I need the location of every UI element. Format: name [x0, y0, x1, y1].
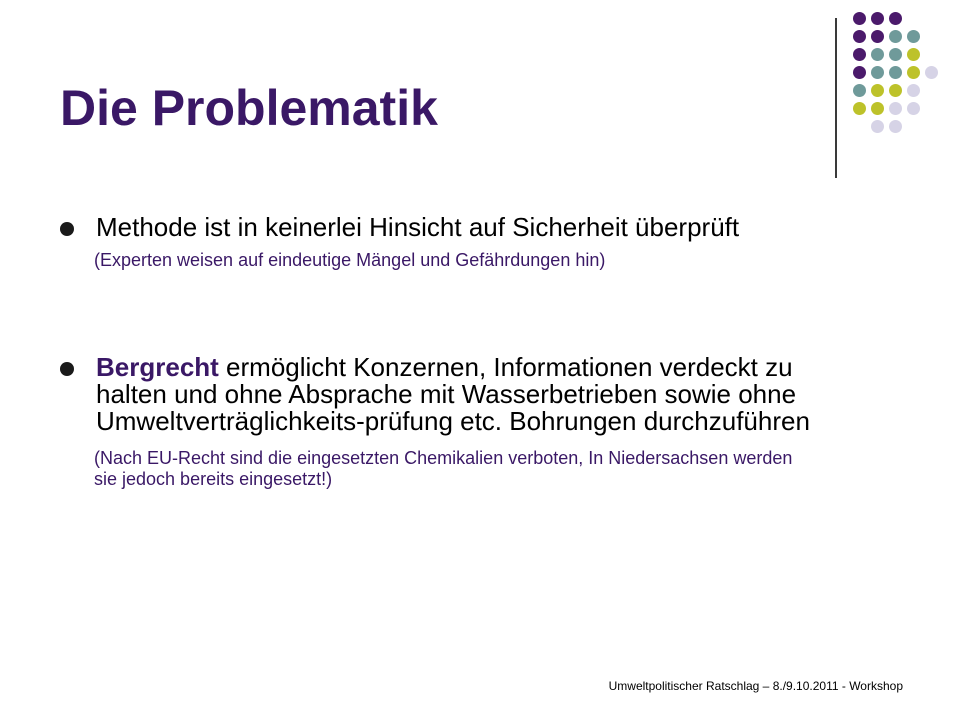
decorative-dot-icon	[907, 30, 920, 43]
decorative-dot-icon	[871, 30, 884, 43]
decorative-dot-icon	[871, 102, 884, 115]
decorative-dot-icon	[907, 66, 920, 79]
bullet-text	[96, 354, 860, 435]
decorative-dot-icon	[925, 66, 938, 79]
footer-text: Umweltpolitischer Ratschlag – 8./9.10.2011 - Workshop	[608, 679, 903, 693]
bullet-dot-icon	[60, 222, 74, 236]
decorative-dot-icon	[871, 66, 884, 79]
bullet-subtext: (Experten weisen auf eindeutige Mängel und Gefährdungen hin)	[94, 250, 606, 270]
decorative-dot-icon	[889, 30, 902, 43]
bullet-dot-icon	[60, 362, 74, 376]
decorative-dot-icon	[907, 102, 920, 115]
decorative-dot-icon	[853, 48, 866, 61]
decorative-dot-icon	[853, 102, 866, 115]
decorative-dot-icon	[871, 48, 884, 61]
decorative-dot-icon	[889, 66, 902, 79]
decorative-dot-icon	[853, 30, 866, 43]
decorative-dot-icon	[871, 12, 884, 25]
bullet-item-1	[60, 214, 860, 271]
decorative-dot-icon	[889, 120, 902, 133]
decorative-dot-icon	[889, 102, 902, 115]
decorative-dot-icon	[853, 12, 866, 25]
bullet-item-2	[60, 354, 860, 490]
bullet-highlight-term: Bergrecht	[96, 352, 219, 382]
decorative-dot-icon	[871, 84, 884, 97]
decorative-dot-icon	[853, 84, 866, 97]
decorative-dot-icon	[889, 84, 902, 97]
decorative-dot-icon	[907, 84, 920, 97]
bullet-body: ermöglicht Konzernen, Informationen verdeckt zu halten und ohne Absprache mit Wasserbetrieben sowie ohne Umweltverträglichkeits-prüfung etc. Bohrungen durchzuführen	[96, 352, 810, 436]
slide-title: Die Problematik	[60, 80, 438, 136]
decorative-dot-icon	[853, 66, 866, 79]
decorative-dot-icon	[889, 12, 902, 25]
decorative-dot-icon	[907, 48, 920, 61]
bullet-text: Methode ist in keinerlei Hinsicht auf Sicherheit überprüft	[96, 212, 740, 242]
vertical-divider	[835, 18, 837, 178]
bullet-subtext: (Nach EU-Recht sind die eingesetzten Chemikalien verboten, In Niedersachsen werden sie jedoch bereits eingesetzt!)	[94, 448, 793, 489]
decorative-dot-icon	[889, 48, 902, 61]
decorative-dot-icon	[871, 120, 884, 133]
